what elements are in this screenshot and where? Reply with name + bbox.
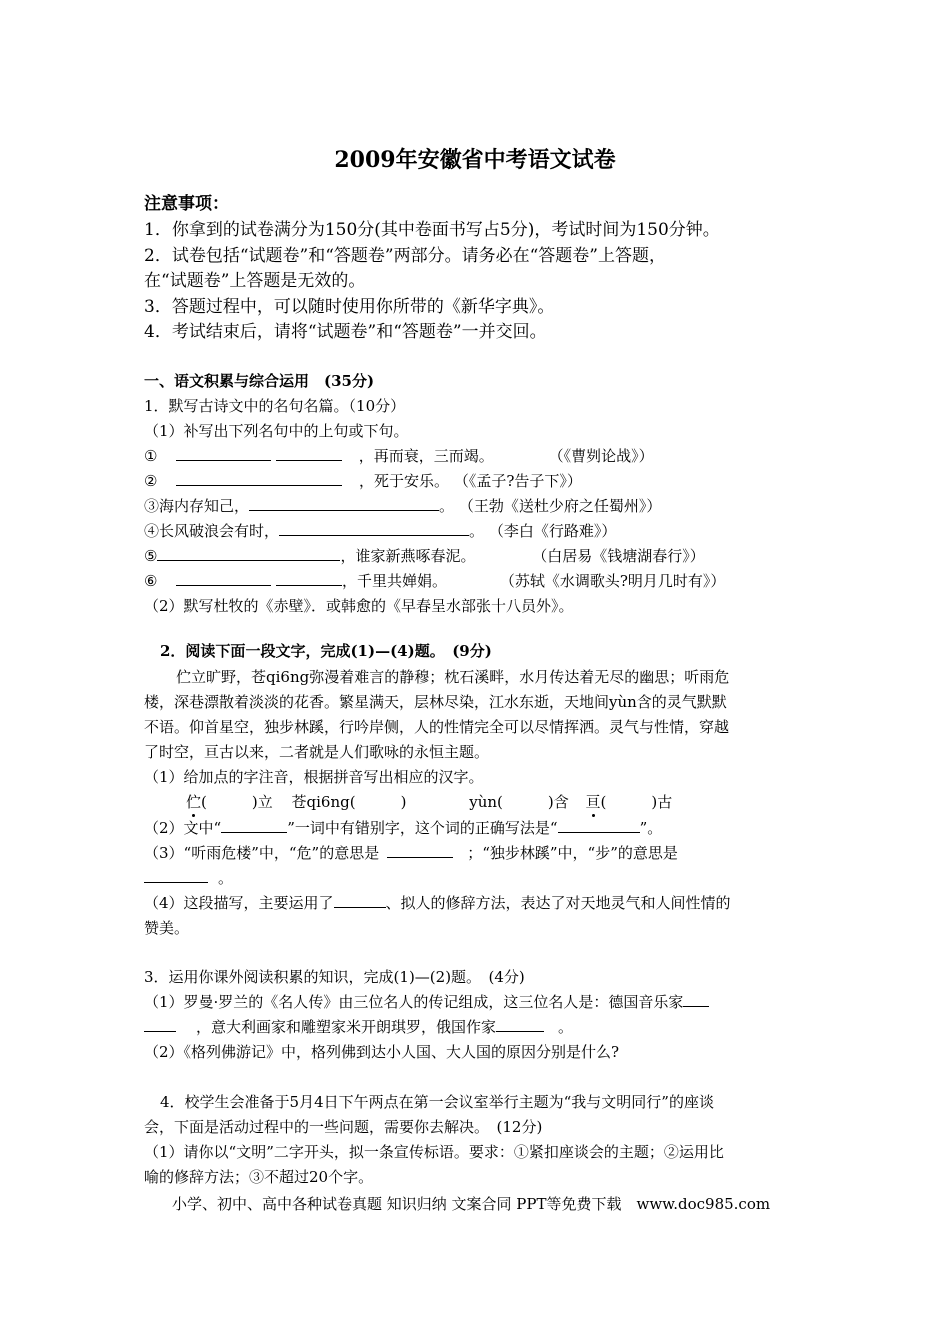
item-text: 。 [469, 522, 485, 540]
item-text: ，千里共婵娟。 [342, 572, 448, 590]
notice-item: 2．试卷包括“试题卷”和“答题卷”两部分。请务必在“答题卷”上答题， [144, 246, 666, 266]
q2-passage-line: 楼，深巷漂散着淡淡的花香。繁星满天，层林尽染，江水东逝，天地间yùn含的灵气默默 [144, 693, 727, 711]
item-num: ⑥ [144, 572, 158, 590]
q2-passage-line: 了时空，亘古以来，二者就是人们歌咏的永恒主题。 [144, 743, 490, 761]
item-text: ，再而衰，三而竭。 [358, 447, 494, 465]
item-text: ，谁家新燕啄春泥。 [340, 547, 476, 565]
answer-blank[interactable] [144, 868, 208, 883]
answer-blank[interactable] [176, 571, 271, 586]
answer-blank[interactable] [334, 893, 386, 908]
item-num: ③海内存知己， [144, 497, 250, 515]
q3-sub1-text: （1）罗曼·罗兰的《名人传》由三位名人的传记组成，这三位名人是：德国音乐家 [144, 993, 684, 1011]
notice-item: 3．答题过程中，可以随时使用你所带的《新华字典》。 [144, 297, 555, 317]
q2-passage-line: 不语。仰首星空，独步林蹊，行吟岸侧，人的性情完全可以尽情挥洒。灵气与性情，穿越 [144, 718, 730, 736]
q3-sub1-cont [144, 1017, 573, 1037]
item-source: （李白《行路难》） [488, 522, 617, 540]
item-source: （白居易《钱塘湖春行》） [532, 547, 705, 565]
q3-sub1-text: ，意大利画家和雕塑家米开朗琪罗，俄国作家 [196, 1018, 497, 1036]
notice-heading: 注意事项： [144, 194, 229, 214]
q2-sub2-text: （2）文中“ [144, 819, 222, 837]
recitation-item-4 [144, 521, 616, 541]
q2-sub4-cont: 赞美。 [144, 919, 190, 937]
recitation-item-2 [144, 471, 582, 491]
q1-sub2: （2）默写杜牧的《赤壁》．或韩愈的《早春呈水部张十八员外》。 [144, 597, 574, 615]
item-num: ② [144, 472, 158, 490]
page-footer: 小学、初中、高中各种试卷真题 知识归纳 文案合同 PPT等免费下载 www.doc985.com [172, 1195, 771, 1213]
q2-sub2-text: ”一词中有错别字，这个词的正确写法是“ [287, 819, 558, 837]
q1-title: 1．默写古诗文中的名句名篇。（10分） [144, 397, 406, 415]
pinyin-blank-a[interactable]: ( )立 [201, 793, 273, 811]
answer-blank[interactable] [279, 521, 469, 536]
q2-sub2-text: ”。 [639, 819, 663, 837]
answer-blank[interactable] [157, 546, 340, 561]
answer-blank[interactable] [144, 1017, 176, 1032]
answer-blank[interactable] [496, 1017, 544, 1032]
item-source: （《孟子?告子下》） [453, 472, 582, 490]
q3-sub2: （2）《格列佛游记》中，格列佛到达小人国、大人国的原因分别是什么? [144, 1043, 620, 1061]
recitation-item-6 [144, 571, 725, 591]
q2-sub3 [144, 843, 678, 863]
q2-sub3-text: 。 [218, 869, 234, 887]
item-num: ④长风破浪会有时， [144, 522, 280, 540]
q2-sub3-text: ；“独步林蹊”中，“步”的意思是 [467, 844, 678, 862]
answer-blank[interactable] [276, 446, 342, 461]
q4-line: 4．校学生会准备于5月4日下午两点在第一会议室举行主题为“我与文明同行”的座谈 [160, 1093, 714, 1111]
q2-title: 2．阅读下面一段文字，完成(1)—(4)题。 (9分) [160, 642, 492, 660]
page-title: 2009年安徽省中考语文试卷 [334, 147, 616, 173]
q3-sub1-text: 。 [558, 1018, 574, 1036]
dotted-char: 伫 [186, 793, 202, 811]
pinyin-blank-c[interactable]: yùn( )含 [469, 793, 569, 811]
item-source: （《曹刿论战》） [548, 447, 654, 465]
item-text: ，死于安乐。 [359, 472, 450, 490]
pinyin-blank-d[interactable]: ( )古 [600, 793, 673, 811]
q4-sub1: （1）请你以“文明”二字开头，拟一条宣传标语。要求：①紧扣座谈会的主题；②运用比 [144, 1143, 724, 1161]
q1-sub1: （1）补写出下列名句中的上句或下句。 [144, 422, 409, 440]
recitation-item-1 [144, 446, 654, 466]
item-num: ⑤ [144, 547, 158, 565]
q2-sub4-text: （4）这段描写，主要运用了 [144, 894, 334, 912]
answer-blank[interactable] [276, 571, 342, 586]
answer-blank[interactable] [176, 446, 271, 461]
q2-sub3-cont [144, 868, 233, 888]
item-source: （王勃《送杜少府之任蜀州》） [458, 497, 662, 515]
recitation-item-5 [144, 546, 705, 566]
item-num: ① [144, 447, 158, 465]
answer-blank[interactable] [683, 992, 709, 1007]
pinyin-blank-b[interactable]: 苍qi6ng( ) [291, 793, 407, 811]
q3-sub1 [144, 992, 709, 1012]
q2-passage-line: 伫立旷野，苍qi6ng弥漫着难言的静穆；枕石溪畔，水月传达着无尽的幽思；听雨危 [176, 668, 730, 686]
item-text: 。 [439, 497, 455, 515]
answer-blank[interactable] [387, 843, 453, 858]
section1-heading: 一、语文积累与综合运用 (35分) [144, 372, 375, 390]
q4-sub1-cont: 喻的修辞方法；③不超过20个字。 [144, 1168, 374, 1186]
dotted-char: 亘 [585, 793, 601, 811]
notice-item: 1．你拿到的试卷满分为150分(其中卷面书写占5分)，考试时间为150分钟。 [144, 220, 720, 240]
answer-blank[interactable] [176, 471, 342, 486]
item-source: （苏轼《水调歌头?明月几时有》） [499, 572, 726, 590]
q2-sub2 [144, 818, 662, 838]
notice-item: 4．考试结束后，请将“试题卷”和“答题卷”一并交回。 [144, 322, 547, 342]
notice-item: 在“试题卷”上答题是无效的。 [144, 271, 366, 291]
q2-sub4 [144, 893, 731, 913]
recitation-item-3 [144, 496, 661, 516]
q4-line: 会，下面是活动过程中的一些问题，需要你去解决。 (12分) [144, 1118, 543, 1136]
q3-title: 3．运用你课外阅读积累的知识，完成(1)—(2)题。 (4分) [144, 968, 525, 986]
answer-blank[interactable] [221, 818, 287, 833]
q2-sub4-text: 、拟人的修辞方法，表达了对天地灵气和人间性情的 [385, 894, 731, 912]
q2-sub1: （1）给加点的字注音，根据拼音写出相应的汉字。 [144, 768, 484, 786]
q2-sub3-text: （3）“听雨危楼”中，“危”的意思是 [144, 844, 380, 862]
pinyin-row [186, 792, 672, 812]
answer-blank[interactable] [558, 818, 640, 833]
answer-blank[interactable] [249, 496, 439, 511]
